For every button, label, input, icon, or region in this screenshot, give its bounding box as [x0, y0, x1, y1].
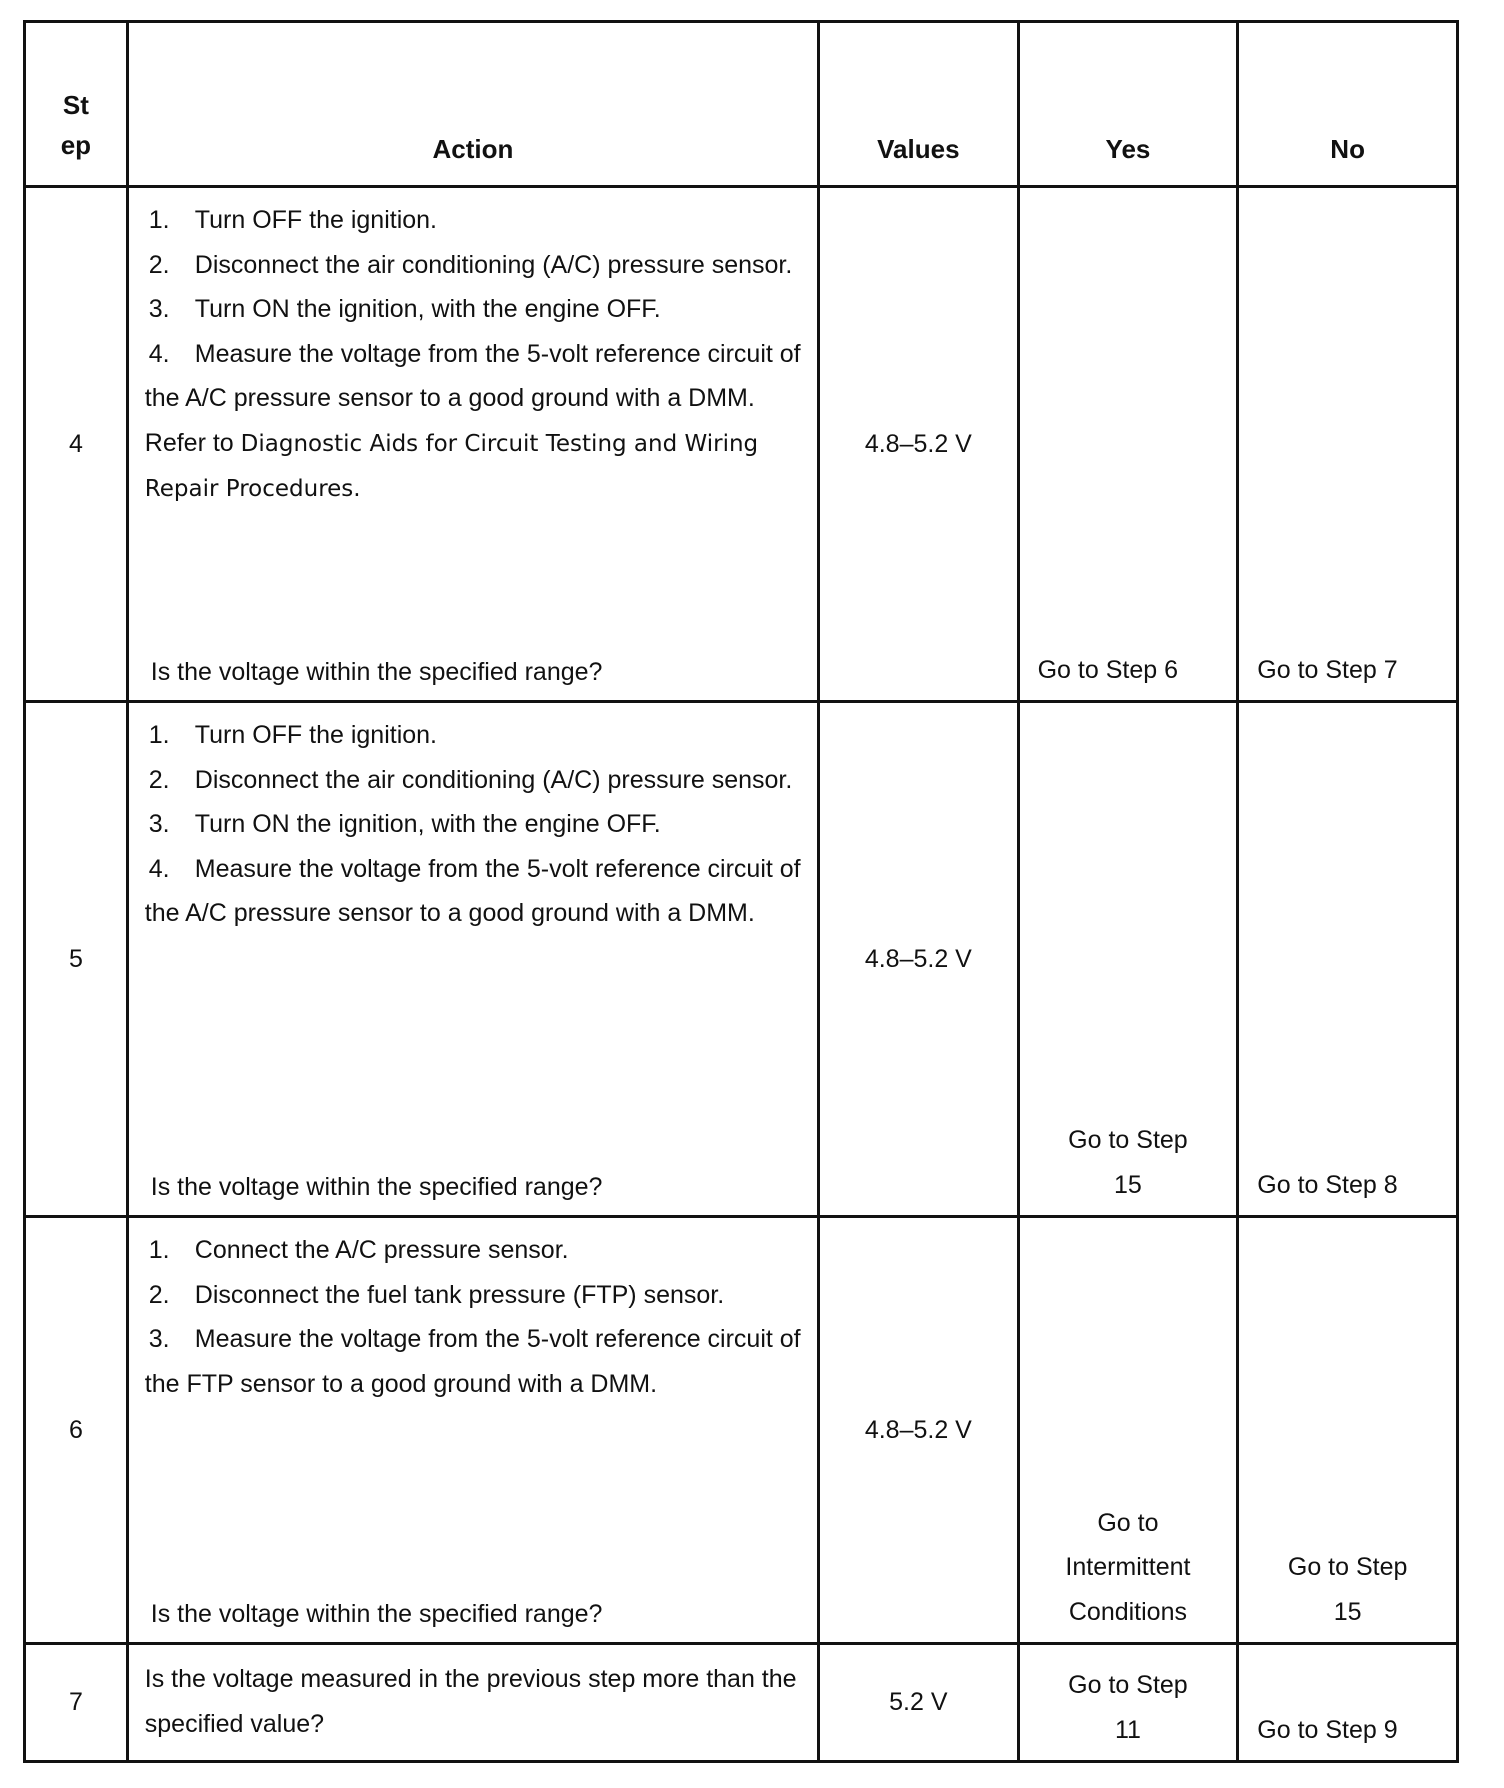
value-cell: 4.8–5.2 V — [819, 187, 1019, 702]
question-text: Is the voltage within the specified range? — [150, 657, 603, 686]
no-cell — [1238, 1217, 1458, 1644]
no-cell: Go to Step 7 — [1238, 187, 1458, 702]
table-row — [25, 187, 1458, 702]
table-row — [25, 1644, 1458, 1762]
value-cell: 4.8–5.2 V — [819, 702, 1019, 1217]
action-line: 2. Disconnect the air conditioning (A/C) pressure sensor. — [148, 765, 793, 794]
action-line: 2. Disconnect the fuel tank pressure (FTP) sensor. — [148, 1280, 725, 1309]
yes-cell — [1018, 1644, 1238, 1762]
header-step-label: St ep — [60, 90, 92, 160]
header-step — [25, 22, 128, 187]
yes-cell: Go to Step 6 — [1018, 187, 1238, 702]
action-line: 1. Turn OFF the ignition. — [148, 206, 438, 234]
header-yes: Yes — [1018, 22, 1238, 187]
value-cell: 5.2 V — [819, 1644, 1019, 1762]
no-cell: Go to Step 8 — [1238, 702, 1458, 1217]
yes-text: Go to Intermittent Conditions — [1065, 1508, 1191, 1626]
action-line: 2. Disconnect the air conditioning (A/C) pressure sensor. — [148, 250, 793, 279]
header-values: Values — [819, 22, 1019, 187]
action-cell — [127, 1217, 818, 1644]
diagnostic-table — [23, 20, 1459, 1763]
yes-text: Go to Step 15 — [1068, 1126, 1188, 1199]
yes-cell — [1018, 702, 1238, 1217]
question-text: Is the voltage within the specified range? — [150, 1599, 603, 1628]
header-row — [25, 22, 1458, 187]
no-text: Go to Step 15 — [1287, 1553, 1408, 1626]
step-number: 4 — [25, 187, 128, 702]
yes-text: Go to Step 11 — [1068, 1671, 1188, 1744]
action-line: 4. Measure the voltage from the 5-volt reference circuit of the A/C pressure sensor to a good ground with a DMM. — [144, 854, 801, 927]
action-line: 3. Turn ON the ignition, with the engine OFF. — [148, 810, 661, 838]
action-line: 1. Connect the A/C pressure sensor. — [148, 1236, 569, 1264]
header-no: No — [1238, 22, 1458, 187]
step-number: 6 — [25, 1217, 128, 1644]
action-line: 4. Measure the voltage from the 5-volt reference circuit of the A/C pressure sensor to a good ground with a DMM. Refer to Diagnostic Aids for Circuit Testing and Wiring Repair Procedures. — [144, 339, 801, 502]
table-row — [25, 702, 1458, 1217]
value-cell: 4.8–5.2 V — [819, 1217, 1019, 1644]
question-text: Is the voltage within the specified range? — [150, 1172, 603, 1201]
question-text: Is the voltage measured in the previous step more than the specified value? — [127, 1644, 818, 1762]
table-row — [25, 1217, 1458, 1644]
action-cell — [127, 702, 818, 1217]
no-cell: Go to Step 9 — [1238, 1644, 1458, 1762]
step-number: 7 — [25, 1644, 128, 1762]
step-number: 5 — [25, 702, 128, 1217]
action-line: 3. Measure the voltage from the 5-volt reference circuit of the FTP sensor to a good ground with a DMM. — [144, 1325, 801, 1398]
action-cell — [127, 187, 818, 702]
action-line: 1. Turn OFF the ignition. — [148, 721, 438, 749]
header-action: Action — [127, 22, 818, 187]
action-line: 3. Turn ON the ignition, with the engine OFF. — [148, 295, 661, 323]
yes-cell — [1018, 1217, 1238, 1644]
reference-link[interactable]: Diagnostic Aids for Circuit Testing and Wiring Repair Procedures. — [144, 430, 759, 502]
